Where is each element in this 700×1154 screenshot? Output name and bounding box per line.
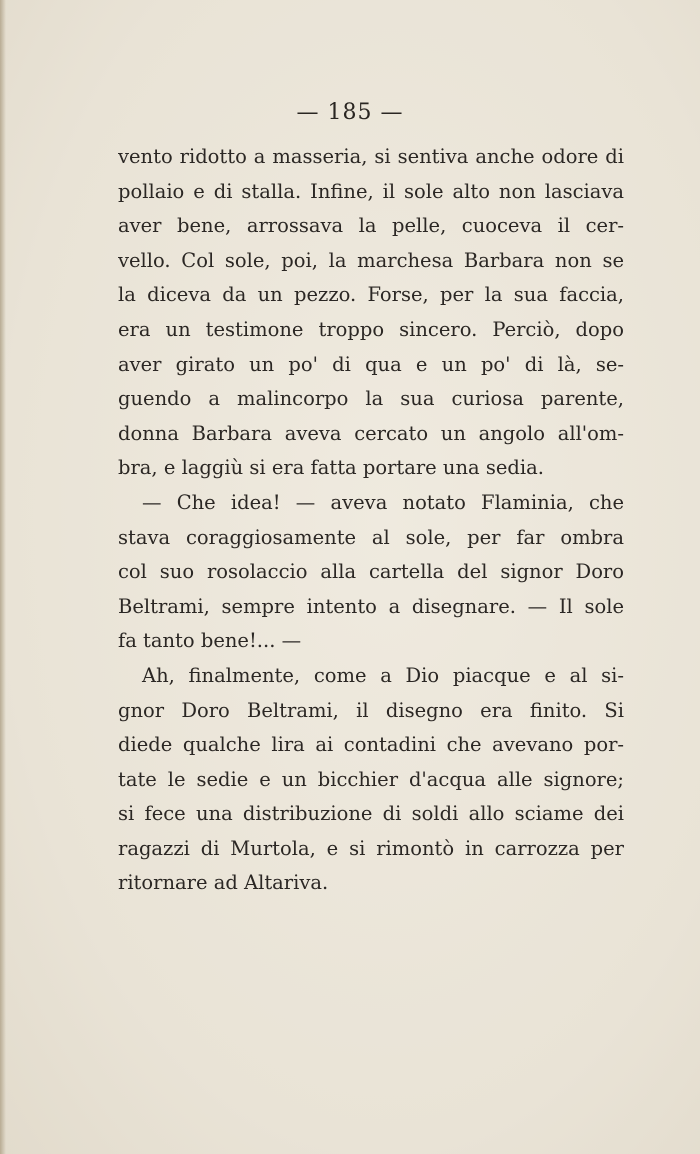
text-line: diede qualche lira ai contadini che avevano por- <box>118 733 624 757</box>
text-line: pollaio e di stalla. Infine, il sole alto non lasciava <box>118 179 624 203</box>
text-line: — Che idea! — aveva notato Flaminia, che <box>142 490 624 514</box>
text-line: era un testimone troppo sincero. Perciò, dopo <box>118 317 624 341</box>
text-line: ritornare ad Altariva. <box>118 871 329 895</box>
text-line: la diceva da un pezzo. Forse, per la sua faccia, <box>118 283 624 307</box>
text-line: guendo a malincorpo la sua curiosa parente, <box>118 387 624 411</box>
text-line: vello. Col sole, poi, la marchesa Barbara non se <box>118 248 624 272</box>
text-line: gnor Doro Beltrami, il disegno era finito. Si <box>118 698 624 722</box>
text-line: donna Barbara aveva cercato un angolo all'om- <box>118 421 624 445</box>
page-edge-shadow <box>0 0 6 1154</box>
text-line: Beltrami, sempre intento a disegnare. — Il sole <box>118 594 624 618</box>
text-line: vento ridotto a masseria, si sentiva anche odore di <box>118 145 624 168</box>
text-line: bra, e laggiù si era fatta portare una sedia. <box>118 456 544 480</box>
text-line: col suo rosolaccio alla cartella del signor Doro <box>118 560 624 584</box>
text-line: ragazzi di Murtola, e si rimontò in carrozza per <box>118 836 624 860</box>
text-line: aver girato un po' di qua e un po' di là, se- <box>118 352 624 376</box>
page-number: — 185 — <box>296 100 404 125</box>
body-text <box>118 140 624 901</box>
text-line: tate le sedie e un bicchier d'acqua alle signore; <box>118 767 624 791</box>
text-line: Ah, finalmente, come a Dio piacque e al si- <box>142 663 624 687</box>
text-line: aver bene, arrossava la pelle, cuoceva il cer- <box>118 214 624 238</box>
text-line: si fece una distribuzione di soldi allo sciame dei <box>118 802 624 826</box>
text-line: fa tanto bene!... — <box>118 629 302 653</box>
text-line: stava coraggiosamente al sole, per far ombra <box>118 525 624 549</box>
